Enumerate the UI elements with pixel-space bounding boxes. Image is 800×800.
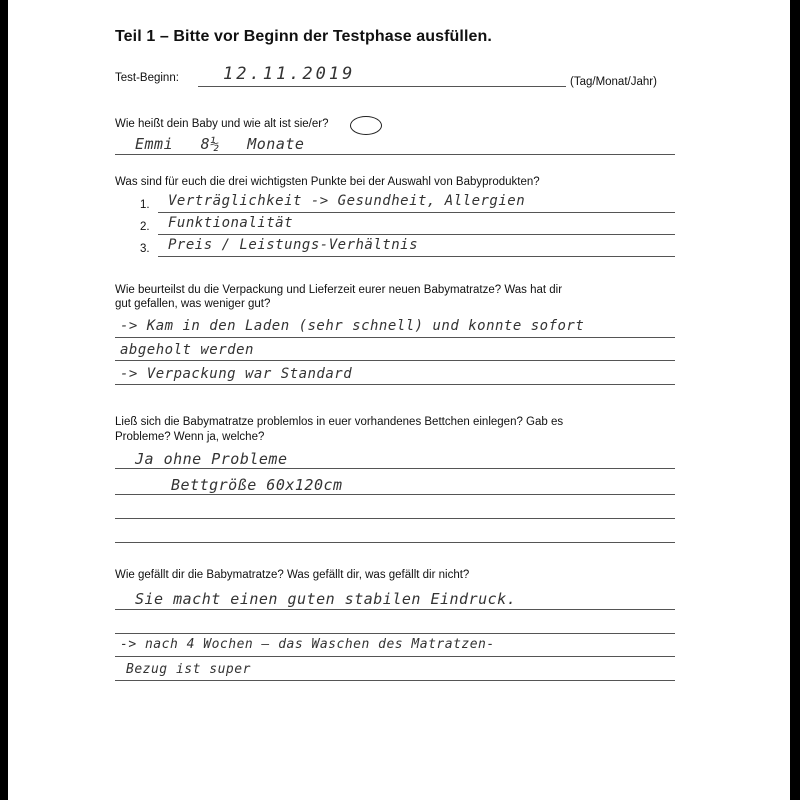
q4-line-3 [115,518,675,519]
q3-question-line2: gut gefallen, was weniger gut? [115,298,271,310]
form-page [8,0,790,800]
q3-question-line1: Wie beurteilst du die Verpackung und Lieferzeit eurer neuen Babymatratze? Was hat dir [115,284,563,296]
q4-question-line2: Probleme? Wenn ja, welche? [115,431,265,443]
q2-item-2-answer[interactable]: Funktionalität [168,215,294,231]
q2-item-3-line [158,256,675,257]
q5-line-1 [115,609,675,610]
test-begin-line [198,86,566,87]
q2-question: Was sind für euch die drei wichtigsten Punkte bei der Auswahl von Babyprodukten? [115,176,540,188]
q1-line [115,154,675,155]
q4-answer-2[interactable]: Bettgröße 60x120cm [171,476,343,494]
q2-item-1-answer[interactable]: Verträglichkeit -> Gesundheit, Allergien [168,193,526,209]
test-begin-value[interactable]: 12.11.2019 [223,64,356,84]
q3-line-2 [115,360,675,361]
q1-answer[interactable]: Emmi 8½ Monate [135,135,305,153]
test-begin-hint: (Tag/Monat/Jahr) [570,76,657,88]
q3-line-3 [115,384,675,385]
q5-answer-2[interactable]: -> nach 4 Wochen – das Waschen des Matratzen- [120,637,495,652]
q2-item-2-line [158,234,675,235]
q2-item-3-answer[interactable]: Preis / Leistungs-Verhältnis [168,237,419,253]
form-title: Teil 1 – Bitte vor Beginn der Testphase ausfüllen. [115,28,492,45]
q3-line-1 [115,337,675,338]
sie-circle-mark [350,116,382,135]
q4-question-line1: Ließ sich die Babymatratze problemlos in euer vorhandenes Bettchen einlegen? Gab es [115,416,564,428]
q3-answer-2[interactable]: abgeholt werden [120,342,254,358]
q4-answer-1[interactable]: Ja ohne Probleme [135,450,288,468]
q4-line-1 [115,468,675,469]
q5-line-4 [115,680,675,681]
q2-item-1-line [158,212,675,213]
q1-question: Wie heißt dein Baby und wie alt ist sie/er? [115,118,329,130]
test-begin-label: Test-Beginn: [115,72,179,84]
q3-answer-1[interactable]: -> Kam in den Laden (sehr schnell) und konnte sofort [120,318,585,334]
q5-answer-1[interactable]: Sie macht einen guten stabilen Eindruck. [135,590,517,608]
q4-line-2 [115,494,675,495]
q5-line-3 [115,656,675,657]
q5-answer-3[interactable]: Bezug ist super [126,662,251,677]
q5-line-2 [115,633,675,634]
q3-answer-3[interactable]: -> Verpackung war Standard [120,366,353,382]
q2-item-2-num: 2. [140,221,150,233]
q5-question: Wie gefällt dir die Babymatratze? Was gefällt dir, was gefällt dir nicht? [115,569,470,581]
q4-line-4 [115,542,675,543]
q2-item-3-num: 3. [140,243,150,255]
q2-item-1-num: 1. [140,199,150,211]
